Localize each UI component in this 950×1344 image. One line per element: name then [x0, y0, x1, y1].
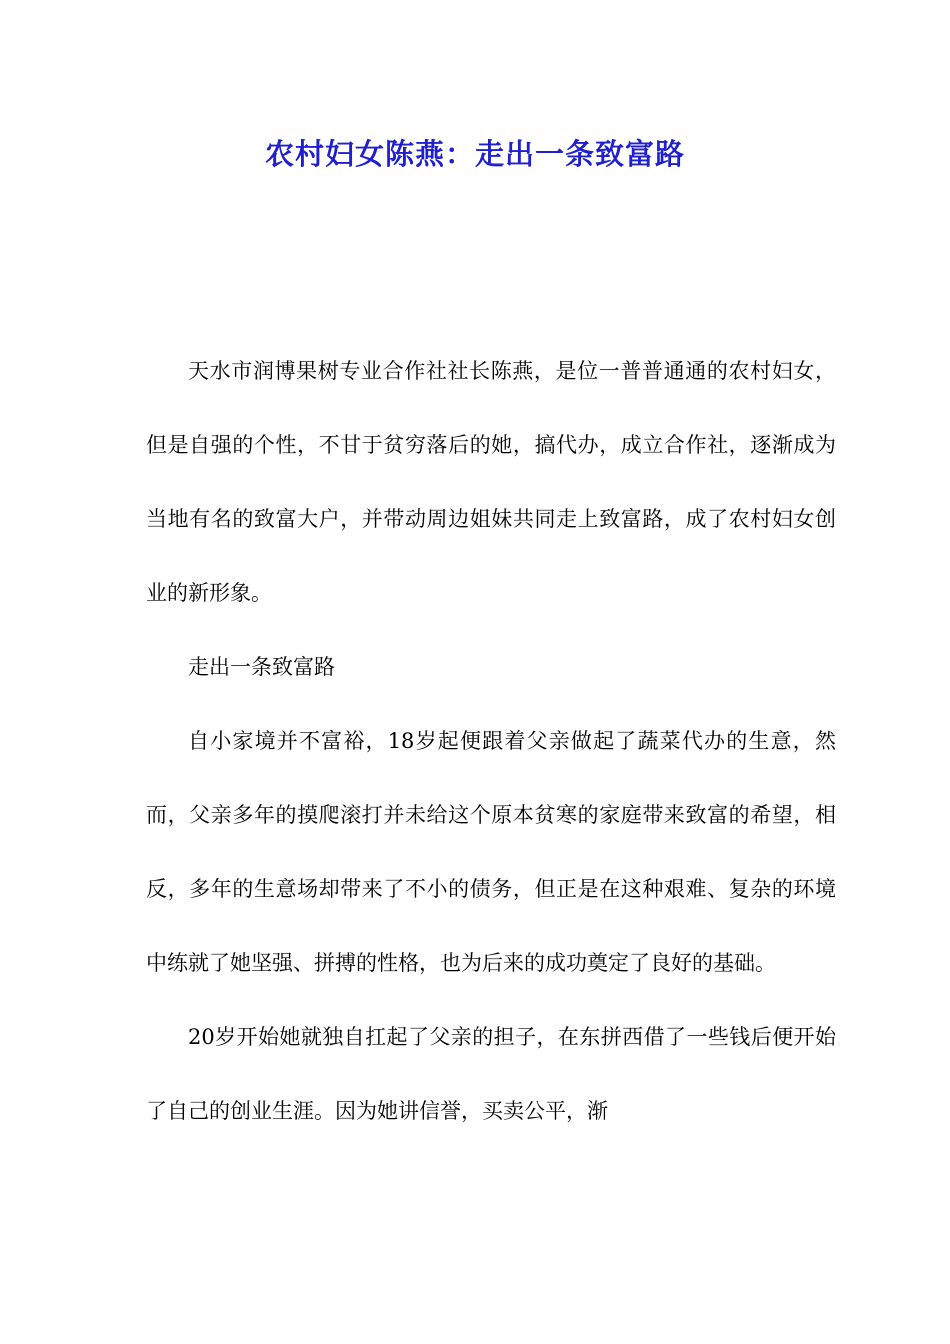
paragraph-career-start: 20岁开始她就独自扛起了父亲的担子，在东拼西借了一些钱后便开始了自己的创业生涯。因为她讲信誉，买卖公平，渐: [146, 1025, 836, 1123]
paragraph-intro: 天水市润博果树专业合作社社长陈燕，是位一普普通通的农村妇女，但是自强的个性，不甘于贫穷落后的她，搞代办，成立合作社，逐渐成为当地有名的致富大户，并带动周边姐妹共同走上致富路，成了农村妇女创业的新形象。: [146, 359, 836, 605]
document-body: [146, 334, 836, 1148]
document-title: 农村妇女陈燕：走出一条致富路: [264, 137, 685, 171]
paragraph-childhood: 自小家境并不富裕，18岁起便跟着父亲做起了蔬菜代办的生意，然而，父亲多年的摸爬滚打并未给这个原本贫寒的家庭带来致富的希望，相反，多年的生意场却带来了不小的债务，但正是在这种艰难、复杂的环境中练就了她坚强、拼搏的性格，也为后来的成功奠定了良好的基础。: [146, 729, 836, 975]
section-heading: 走出一条致富路: [188, 655, 335, 679]
